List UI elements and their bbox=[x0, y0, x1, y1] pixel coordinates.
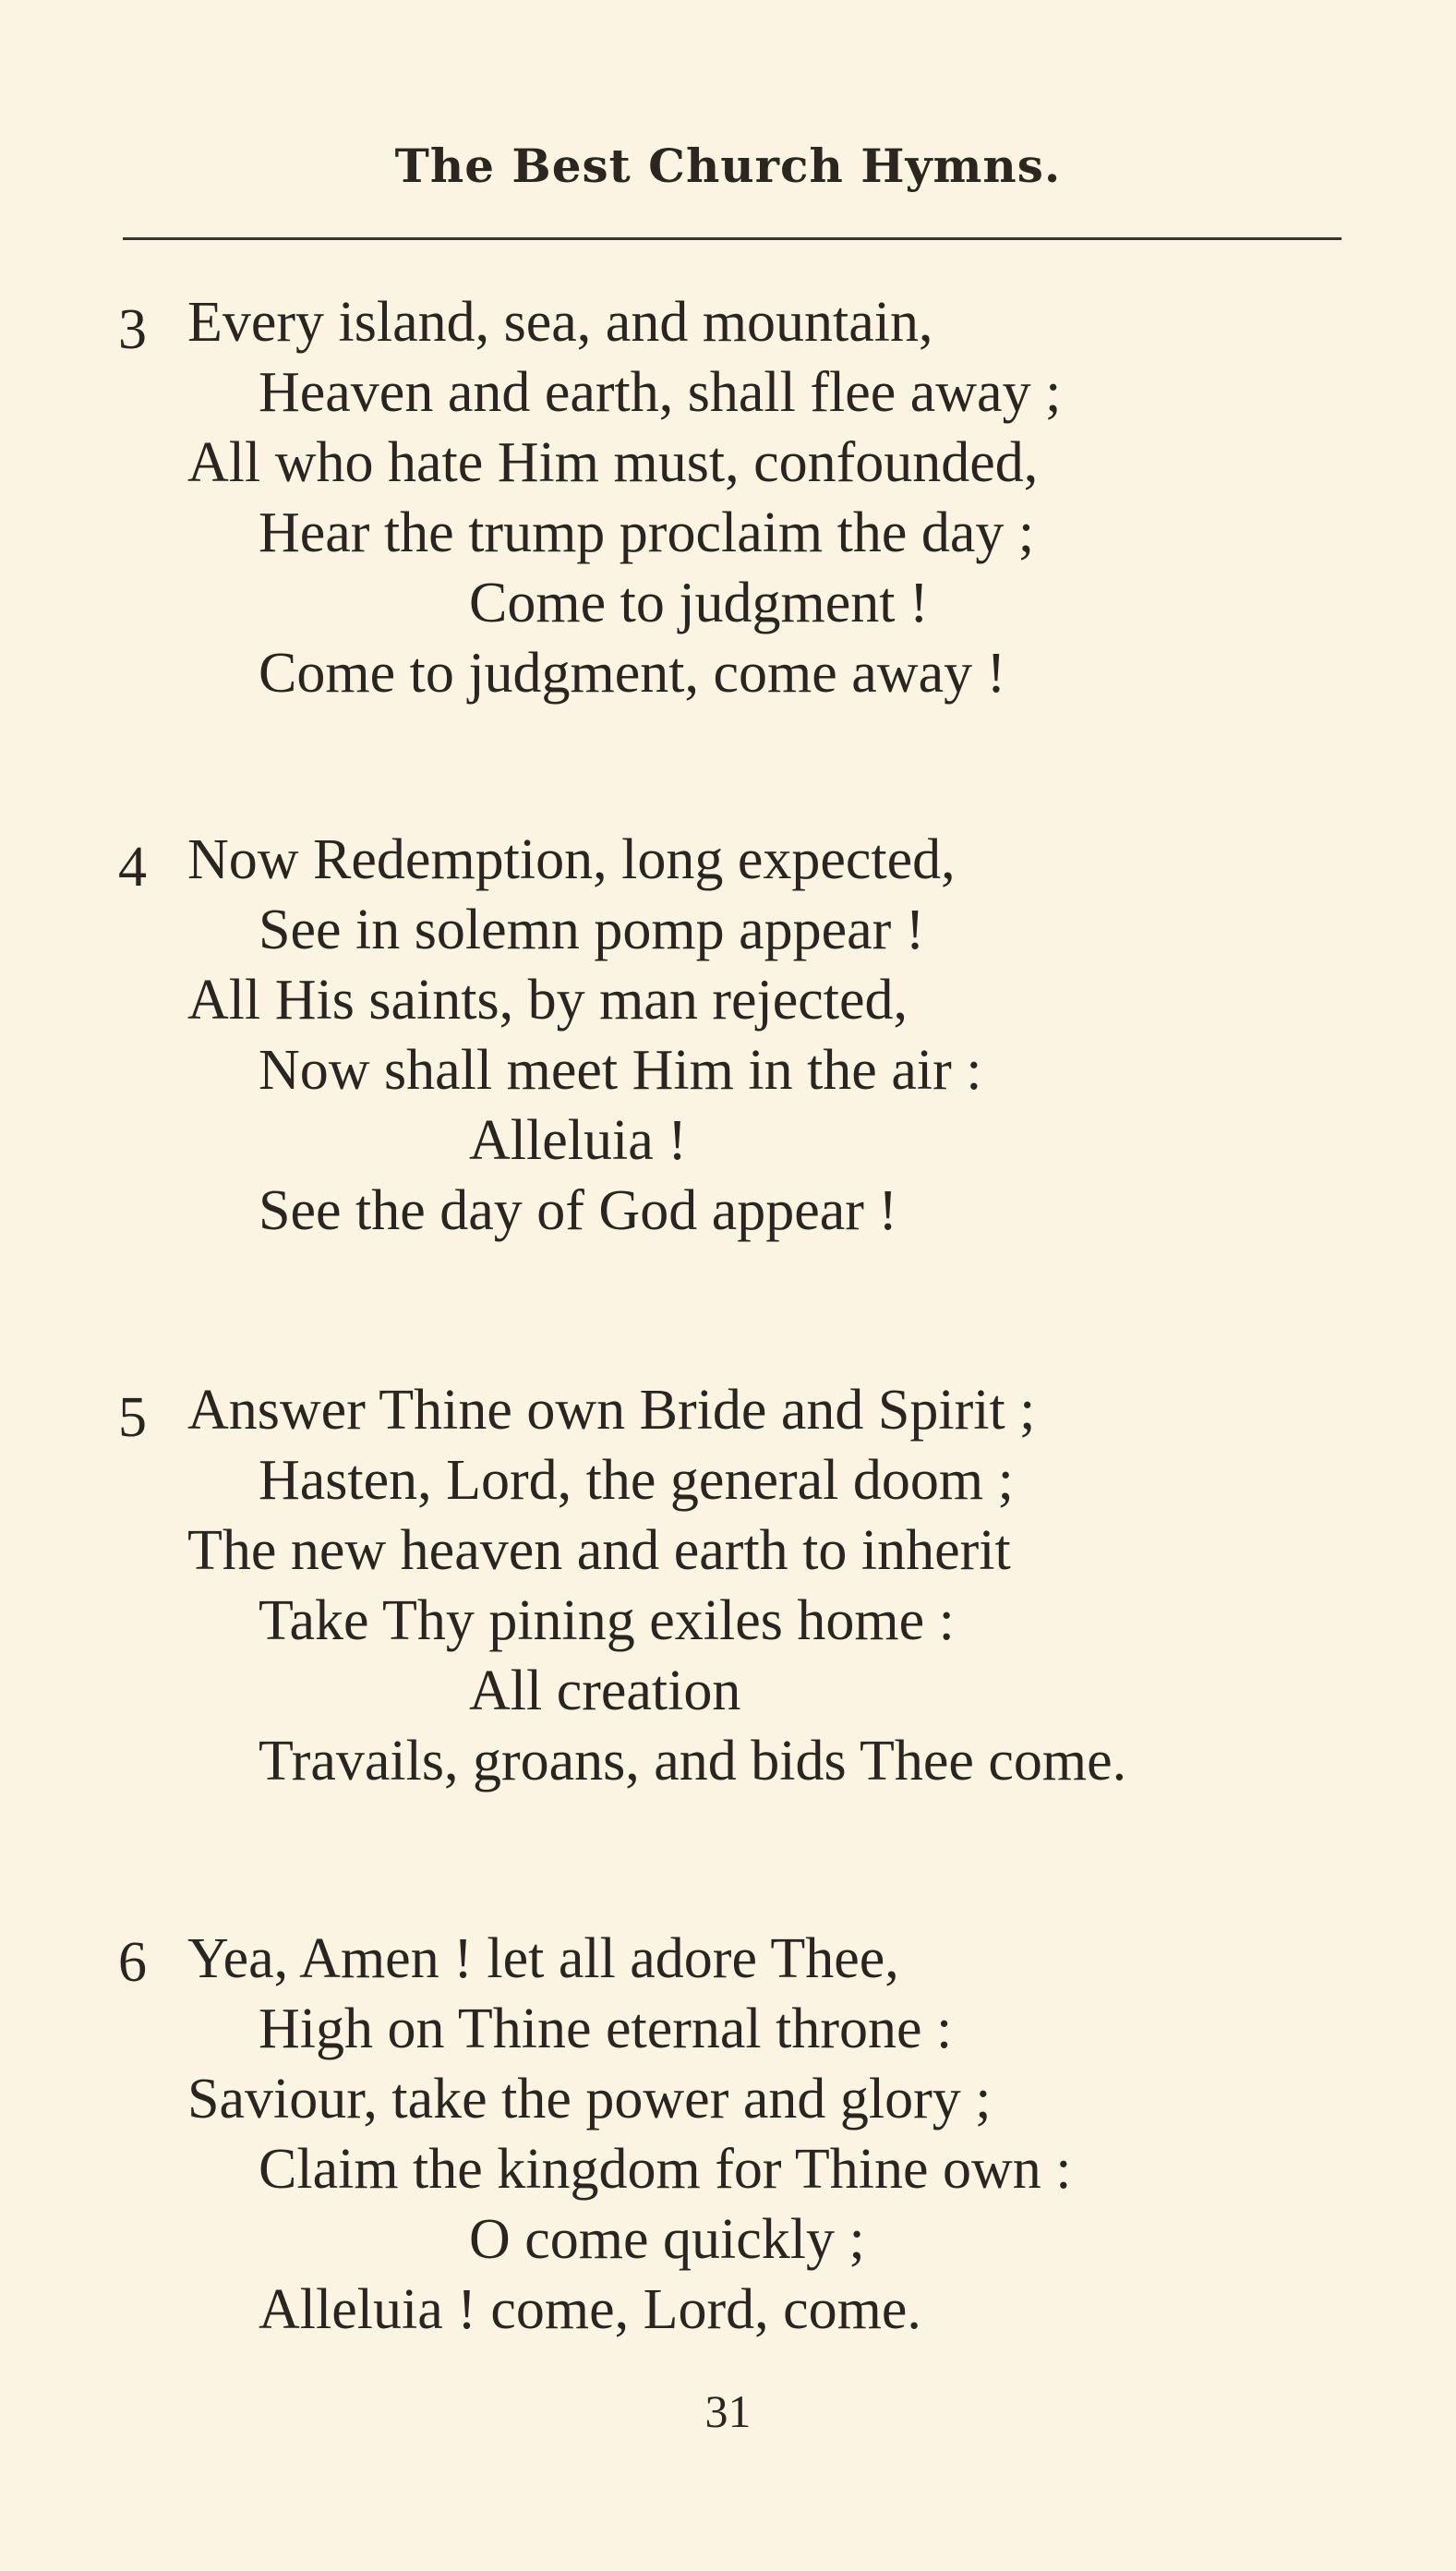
verse-line: Travails, groans, and bids Thee come. bbox=[259, 1730, 1127, 1792]
page-number: 31 bbox=[704, 2385, 752, 2437]
stanza-number: 3 bbox=[118, 298, 147, 361]
verse-line: Hear the trump proclaim the day ; bbox=[259, 501, 1035, 564]
stanza-number: 4 bbox=[118, 836, 147, 899]
verse-line: Take Thy pining exiles home : bbox=[259, 1589, 955, 1652]
verse-line: Now Redemption, long expected, bbox=[187, 828, 956, 891]
verse-line: See the day of God appear ! bbox=[259, 1179, 898, 1242]
verse-line: All who hate Him must, confounded, bbox=[187, 431, 1039, 494]
stanza-number: 6 bbox=[118, 1931, 147, 1994]
verse-line: See in solemn pomp appear ! bbox=[259, 899, 925, 961]
verse-line: Heaven and earth, shall flee away ; bbox=[259, 361, 1062, 424]
verse-line: Saviour, take the power and glory ; bbox=[187, 2068, 992, 2130]
header-rule bbox=[123, 237, 1342, 240]
verse-line: Yea, Amen ! let all adore Thee, bbox=[187, 1927, 899, 1990]
verse-line: Every island, sea, and mountain, bbox=[187, 291, 933, 354]
verse-line: All His saints, by man rejected, bbox=[187, 969, 908, 1032]
verse-line: Alleluia ! come, Lord, come. bbox=[259, 2278, 921, 2341]
verse-line: Answer Thine own Bride and Spirit ; bbox=[187, 1379, 1036, 1442]
verse-line: Now shall meet Him in the air : bbox=[259, 1039, 982, 1102]
running-header: The Best Church Hymns. bbox=[394, 139, 1062, 193]
verse-line: The new heaven and earth to inherit bbox=[187, 1519, 1011, 1582]
verse-line: High on Thine eternal throne : bbox=[259, 1998, 953, 2060]
stanza-number: 5 bbox=[118, 1386, 147, 1449]
verse-line: Alleluia ! bbox=[469, 1109, 687, 1172]
verse-line: Hasten, Lord, the general doom ; bbox=[259, 1449, 1014, 1512]
verse-line: Come to judgment, come away ! bbox=[259, 642, 1006, 705]
verse-line: O come quickly ; bbox=[469, 2208, 865, 2271]
verse-line: Claim the kingdom for Thine own : bbox=[259, 2138, 1072, 2201]
verse-line: All creation bbox=[469, 1660, 741, 1722]
verse-line: Come to judgment ! bbox=[469, 572, 929, 634]
